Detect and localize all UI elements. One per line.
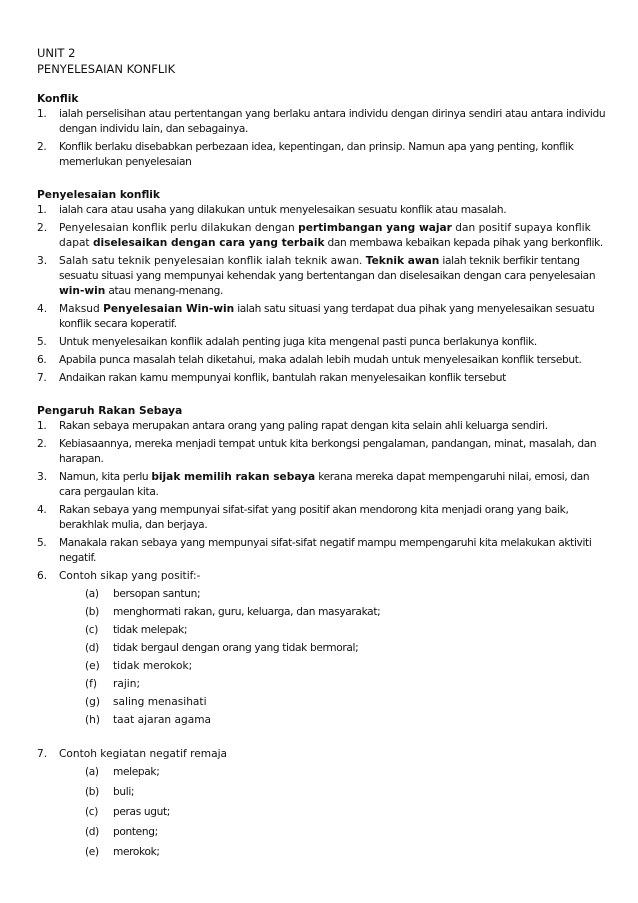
text-run: atau menang-menang.: [105, 285, 224, 297]
text-run: ialah teknik berfikir tentang sesuatu situasi yang mempunyai kehendak yang bertentangan dan diselesaikan dengan cara penyelesaian: [59, 255, 596, 282]
list-item: [37, 302, 609, 332]
list-item: [37, 254, 609, 299]
sub-item-text: saling menasihati: [113, 696, 207, 708]
sub-item-text: merokok;: [113, 846, 160, 858]
item-number: 2.: [37, 222, 48, 234]
sub-item-text: tidak merokok;: [113, 660, 193, 672]
sub-item-text: buli;: [113, 786, 135, 798]
item-number: 4.: [37, 504, 47, 516]
sub-list-item: [85, 605, 609, 620]
list-item: [37, 140, 609, 170]
list-item: [37, 353, 609, 368]
item-text: Rakan sebaya yang mempunyai sifat-sifat yang positif akan mendorong kita menjadi orang yang baik, berakhlak mulia, dan berjaya.: [59, 504, 569, 531]
item-text: [59, 470, 609, 500]
item-number: 3.: [37, 471, 48, 483]
list-item: [37, 437, 609, 467]
sub-item-text: ponteng;: [113, 826, 158, 838]
text-run: Salah satu teknik penyelesaian konflik ialah teknik awan.: [59, 255, 366, 267]
item-text: Konflik berlaku disebabkan perbezaan idea, kepentingan, dan prinsip. Namun apa yang penting, konflik memerlukan penyelesaian: [59, 141, 574, 168]
item-number: 1.: [37, 420, 47, 432]
text-run: kerana mereka dapat mempengaruhi nilai, emosi, dan cara pergaulan kita.: [59, 471, 590, 498]
document-body: [37, 45, 609, 865]
item-text: Kebiasaannya, mereka menjadi tempat untuk kita berkongsi pengalaman, pandangan, minat, masalah, dan harapan.: [59, 438, 597, 465]
list-item: [37, 536, 609, 566]
text-run: Namun, kita perlu: [59, 471, 152, 483]
bold-phrase: diselesaikan dengan cara yang terbaik: [92, 237, 325, 249]
item-number: 7.: [37, 748, 48, 760]
sub-list-item: [85, 587, 609, 602]
text-run: ialah satu situasi yang terdapat dua pihak yang menyelesaikan sesuatu konflik secara koperatif.: [59, 303, 595, 330]
text-run: dan positif supaya konflik dapat: [59, 222, 591, 249]
bold-phrase: pertimbangan yang wajar: [298, 222, 452, 234]
list-item: [37, 470, 609, 500]
item-text: ialah perselisihan atau pertentangan yang berlaku antara individu dengan dirinya sendiri atau antara individu dengan individu lain, dan sebagainya.: [59, 108, 606, 135]
item-text: Manakala rakan sebaya yang mempunyai sifat-sifat negatif mampu mempengaruhi kita melakukan aktiviti negatif.: [59, 537, 592, 564]
sub-list-item: [85, 695, 609, 710]
sub-list-item: [85, 623, 609, 638]
item-number: 1.: [37, 204, 47, 216]
sub-item-text: tidak melepak;: [113, 624, 188, 636]
sub-item-letter: (d): [85, 826, 99, 838]
bold-phrase: bijak memilih rakan sebaya: [151, 471, 316, 483]
section-title-penyelesaian: Penyelesaian konflik: [37, 189, 160, 201]
item-text: Andaikan rakan kamu mempunyai konflik, bantulah rakan menyelesaikan konflik tersebut: [59, 372, 506, 384]
sub-item-text: menghormati rakan, guru, keluarga, dan masyarakat;: [113, 606, 381, 618]
list-item: [37, 203, 609, 218]
bold-phrase: Penyelesaian Win-win: [103, 303, 235, 315]
sub-item-letter: (a): [85, 588, 99, 600]
text-run: Penyelesaian konflik perlu dilakukan dengan: [59, 222, 299, 234]
sub-item-text: bersopan santun;: [113, 588, 201, 600]
sub-list-item: [85, 659, 609, 674]
sub-item-letter: (f): [85, 678, 97, 690]
list-item: [37, 419, 609, 434]
section-title-pengaruh: Pengaruh Rakan Sebaya: [37, 405, 183, 417]
list-item: [37, 221, 609, 251]
sub-list-item: [85, 845, 609, 860]
sub-list-item: [85, 785, 609, 800]
sub-item-letter: (h): [85, 714, 100, 726]
sub-item-text: rajin;: [113, 678, 141, 690]
bold-phrase: win-win: [59, 285, 106, 297]
text-run: Maksud: [59, 303, 104, 315]
sub-list-item: [85, 805, 609, 820]
sub-item-letter: (b): [85, 606, 99, 618]
sub-item-text: tidak bergaul dengan orang yang tidak bermoral;: [113, 642, 359, 654]
item-number: 1.: [37, 108, 47, 120]
sub-item-letter: (a): [85, 766, 99, 778]
list-item: [37, 335, 609, 350]
item-number: 6.: [37, 570, 48, 582]
section-title-konflik: Konflik: [37, 93, 79, 105]
sub-list-item: [85, 677, 609, 692]
item-number: 3.: [37, 255, 48, 267]
item-number: 5.: [37, 537, 47, 549]
item-text: [59, 221, 609, 251]
sub-item-letter: (c): [85, 806, 99, 818]
item-text: ialah cara atau usaha yang dilakukan untuk menyelesaikan sesuatu konflik atau masalah.: [59, 204, 507, 216]
item-text: Apabila punca masalah telah diketahui, maka adalah lebih mudah untuk menyelesaikan konflik tersebut.: [59, 354, 582, 366]
sub-list-item: [85, 713, 609, 728]
sub-list-item: [85, 765, 609, 780]
item-text: [59, 302, 609, 332]
item-text: Contoh sikap yang positif:-: [59, 570, 201, 582]
sub-item-letter: (g): [85, 696, 100, 708]
item-text: Rakan sebaya merupakan antara orang yang paling rapat dengan kita selain ahli keluarga sendiri.: [59, 420, 548, 432]
list-item: [37, 107, 609, 137]
list-item: [37, 569, 609, 584]
sub-item-letter: (b): [85, 786, 99, 798]
topic-title: PENYELESAIAN KONFLIK: [37, 62, 176, 76]
item-text: [59, 254, 609, 299]
text-run: dan membawa kebaikan kepada pihak yang berkonflik.: [324, 237, 603, 249]
list-item: [37, 503, 609, 533]
sub-item-letter: (e): [85, 846, 99, 858]
bold-phrase: Teknik awan: [365, 255, 440, 267]
sub-item-text: melepak;: [113, 766, 160, 778]
list-item: [37, 747, 609, 762]
sub-item-letter: (d): [85, 642, 99, 654]
unit-title: UNIT 2: [37, 46, 76, 60]
item-text: Contoh kegiatan negatif remaja: [59, 748, 227, 760]
sub-item-letter: (e): [85, 660, 100, 672]
sub-item-text: peras ugut;: [113, 806, 171, 818]
item-number: 7.: [37, 372, 47, 384]
item-number: 2.: [37, 141, 47, 153]
item-text: Untuk menyelesaikan konflik adalah penting juga kita mengenal pasti punca berlakunya konflik.: [59, 336, 537, 348]
sub-item-letter: (c): [85, 624, 99, 636]
list-item: [37, 371, 609, 386]
item-number: 2.: [37, 438, 47, 450]
item-number: 5.: [37, 336, 47, 348]
sub-list-item: [85, 825, 609, 840]
sub-list-item: [85, 641, 609, 656]
sub-item-text: taat ajaran agama: [113, 714, 212, 726]
item-number: 6.: [37, 354, 47, 366]
item-number: 4.: [37, 303, 48, 315]
